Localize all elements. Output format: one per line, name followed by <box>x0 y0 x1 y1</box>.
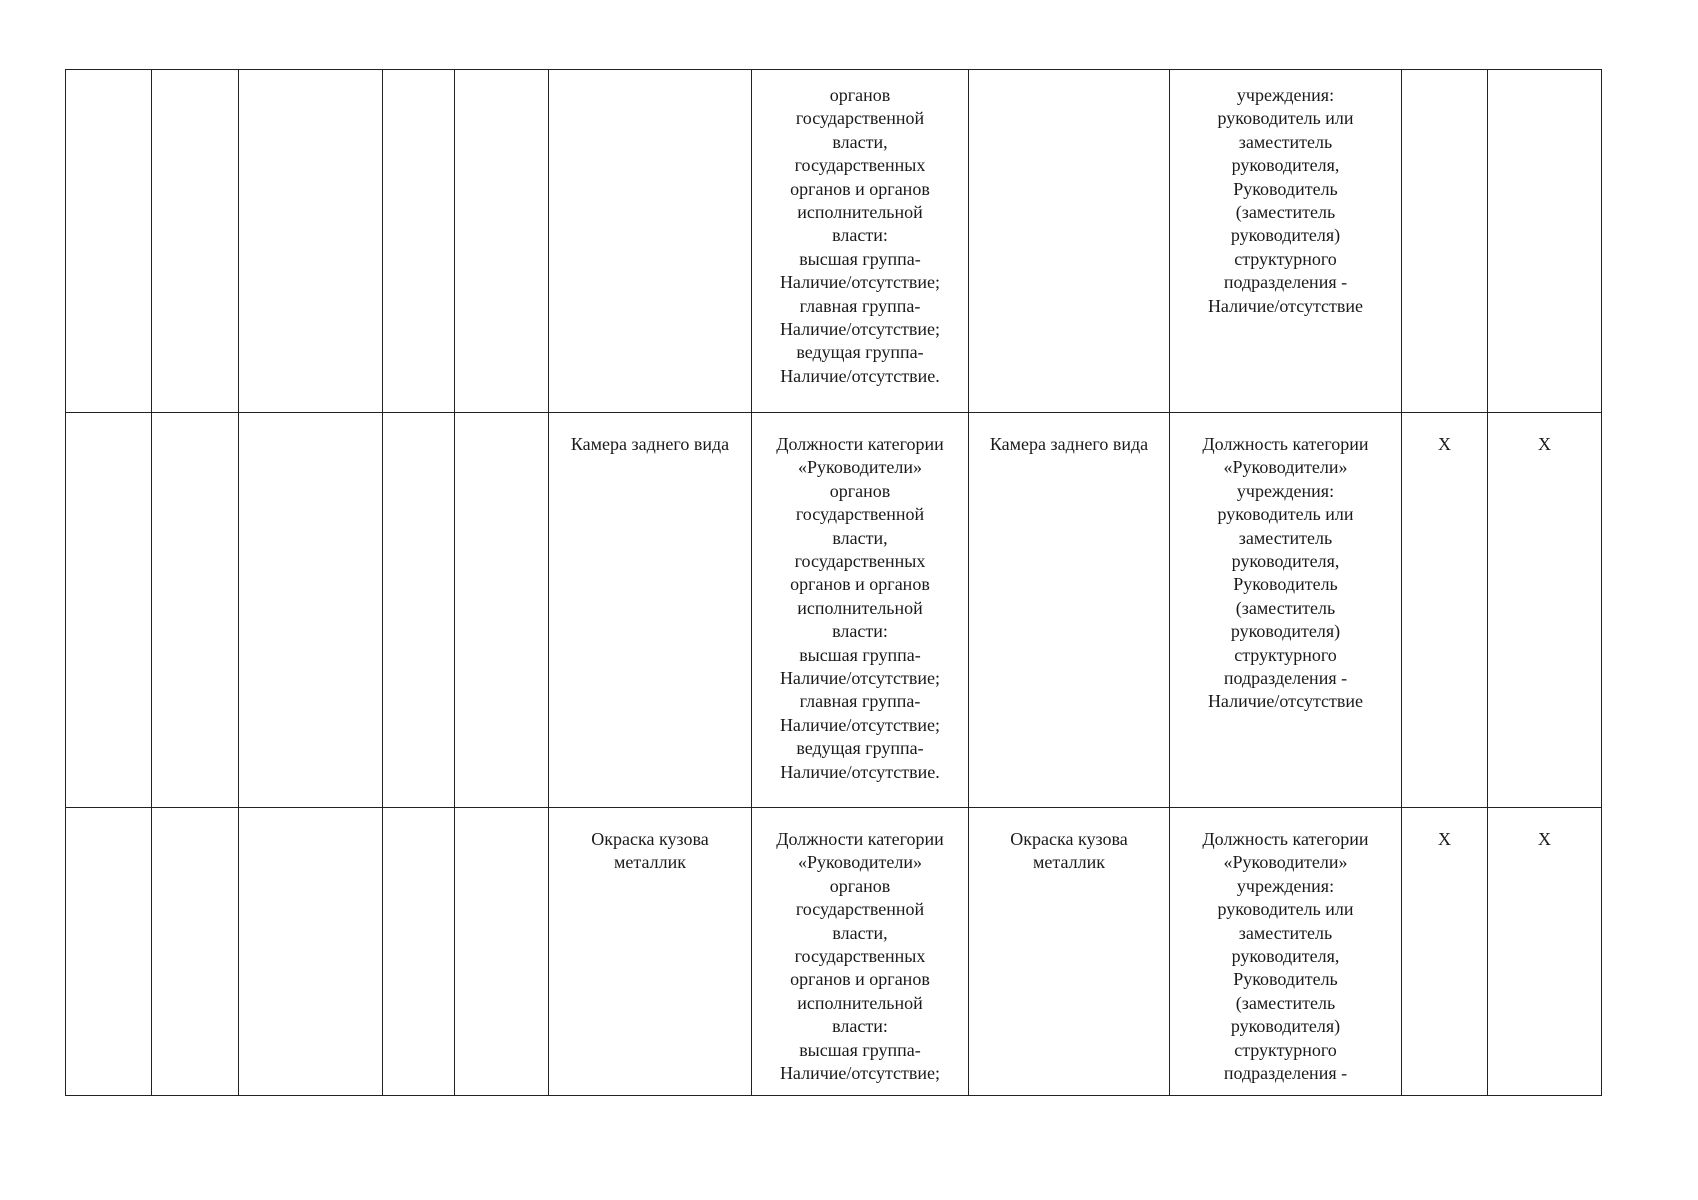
table-cell <box>66 808 152 1096</box>
option-name-cell <box>549 70 752 413</box>
mark-cell: Х <box>1488 808 1602 1096</box>
position-category-cell: органов государственной власти, государственных органов и органов исполнительной власти: высшая группа- Наличие/отсутствие; главная группа- Наличие/отсутствие; ведущая группа- Наличие/отсутствие. <box>752 70 969 413</box>
table-cell <box>239 70 383 413</box>
table-cell <box>239 808 383 1096</box>
position-category-cell: Должности категории «Руководители» органов государственной власти, государственных органов и органов исполнительной власти: высшая группа- Наличие/отсутствие; главная группа- Наличие/отсутствие; ведущая группа- Наличие/отсутствие. <box>752 413 969 808</box>
table-cell <box>239 413 383 808</box>
mark-cell: Х <box>1402 808 1488 1096</box>
table-cell <box>1488 70 1602 413</box>
table-cell <box>1402 70 1488 413</box>
option-name-cell: Камера заднего вида <box>969 413 1170 808</box>
position-category-cell: Должности категории «Руководители» органов государственной власти, государственных органов и органов исполнительной власти: высшая группа- Наличие/отсутствие; <box>752 808 969 1096</box>
position-category-cell: Должность категории «Руководители» учреждения: руководитель или заместитель руководителя, Руководитель (заместитель руководителя) структурного подразделения - <box>1170 808 1402 1096</box>
requirements-table <box>65 69 1602 1096</box>
table-cell <box>66 70 152 413</box>
table-cell <box>383 808 455 1096</box>
position-category-cell: учреждения: руководитель или заместитель руководителя, Руководитель (заместитель руководителя) структурного подразделения - Наличие/отсутствие <box>1170 70 1402 413</box>
option-name-cell: Окраска кузова металлик <box>549 808 752 1096</box>
table-cell <box>152 70 239 413</box>
option-name-cell <box>969 70 1170 413</box>
table-cell <box>455 808 549 1096</box>
table-cell <box>152 413 239 808</box>
table-row <box>66 70 1602 413</box>
table-cell <box>383 70 455 413</box>
option-name-cell: Окраска кузова металлик <box>969 808 1170 1096</box>
table-row <box>66 808 1602 1096</box>
mark-cell: Х <box>1402 413 1488 808</box>
table-cell <box>66 413 152 808</box>
table-cell <box>455 70 549 413</box>
table-cell <box>383 413 455 808</box>
table-cell <box>152 808 239 1096</box>
mark-cell: Х <box>1488 413 1602 808</box>
table-cell <box>455 413 549 808</box>
position-category-cell: Должность категории «Руководители» учреждения: руководитель или заместитель руководителя, Руководитель (заместитель руководителя) структурного подразделения - Наличие/отсутствие <box>1170 413 1402 808</box>
table-row <box>66 413 1602 808</box>
option-name-cell: Камера заднего вида <box>549 413 752 808</box>
